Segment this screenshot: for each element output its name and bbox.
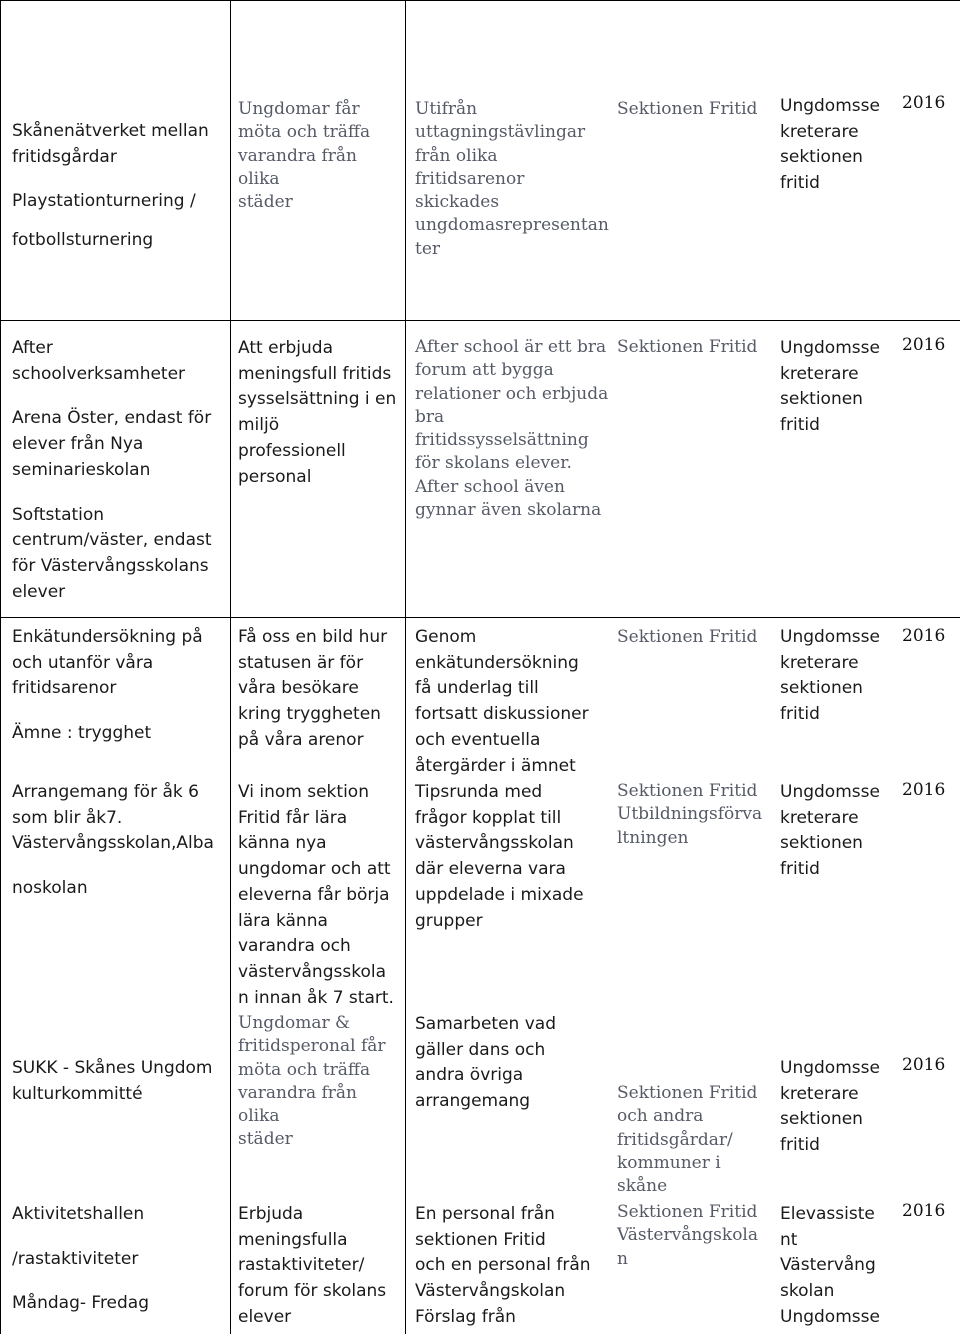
cell-text: Sektionen Fritid Utbildningsförva ltningen (617, 781, 763, 848)
table-cell-contact (780, 336, 885, 439)
table-cell-responsible (617, 336, 767, 359)
cell-text: 2016 (902, 1201, 946, 1221)
table-cell-purpose (238, 98, 403, 214)
table-cell-activity (12, 780, 227, 902)
cell-text: 2016 (902, 93, 946, 113)
cell-text: Ungdomsse kreterare sektionen fritid (780, 96, 880, 194)
cell-text: Vi inom sektion Fritid får lära känna nya ungdomar och att eleverna får börja lära känna varandra och västervångsskola n innan åk 7 start. (238, 782, 394, 1008)
table-cell-responsible (617, 1082, 767, 1198)
cell-text: Ämne : trygghet (12, 723, 152, 744)
cell-text: Sektionen Fritid och andra fritidsgårdar/ kommuner i skåne (617, 1083, 758, 1197)
table-cell-contact (780, 94, 885, 197)
table-border-left (0, 0, 1, 1334)
table-cell-activity (12, 625, 227, 747)
table-cell-year (902, 1054, 957, 1077)
cell-text: Utifrån uttagningstävlingar från olika fritidsarenor skickades ungdomasrepresentan ter (415, 99, 609, 259)
cell-text: Sektionen Fritid (617, 99, 758, 119)
table-cell-purpose (238, 336, 403, 490)
table-cell-year (902, 625, 957, 648)
table-cell-contact (780, 1056, 885, 1159)
cell-text: Elevassiste nt Västervång skolan Ungdomsse (780, 1204, 880, 1327)
table-cell-activity (12, 1202, 227, 1317)
cell-text: Arena Öster, endast för elever från Nya seminarieskolan (12, 408, 212, 480)
table-cell-contact (780, 780, 885, 883)
cell-text: Playstationturnering / (12, 191, 196, 212)
cell-text: Sektionen Fritid Västervångskola n (617, 1202, 758, 1269)
table-cell-description (415, 1012, 610, 1115)
table-cell-year (902, 779, 957, 802)
table-border-top (0, 0, 960, 1)
table-cell-description (415, 336, 610, 522)
table-cell-year (902, 1200, 957, 1223)
table-cell-responsible (617, 1201, 767, 1271)
cell-text: Att erbjuda meningsfull fritids sysselsättning i en miljö professionell personal (238, 338, 397, 487)
cell-text: /rastaktiviteter (12, 1248, 139, 1269)
table-cell-year (902, 334, 957, 357)
cell-text: Ungdomsse kreterare sektionen fritid (780, 338, 880, 436)
cell-text: Sektionen Fritid (617, 627, 758, 647)
cell-text: 2016 (902, 780, 946, 800)
cell-text: Ungdomsse kreterare sektionen fritid (780, 1058, 880, 1156)
cell-text: Ungdomar får möta och träffa varandra från olika städer (238, 99, 371, 213)
table-cell-purpose (238, 625, 403, 754)
table-cell-responsible (617, 98, 767, 121)
table-cell-purpose (238, 1202, 403, 1331)
table-cell-purpose (238, 1012, 403, 1152)
cell-text: 2016 (902, 1055, 946, 1075)
cell-text: noskolan (12, 878, 88, 899)
table-cell-responsible (617, 780, 767, 850)
cell-text: 2016 (902, 335, 946, 355)
cell-text: Tipsrunda med frågor kopplat till västervångsskolan där eleverna vara uppdelade i mixade grupper (415, 782, 584, 931)
cell-text: 2016 (902, 626, 946, 646)
cell-text: After school är ett bra forum att bygga relationer och erbjuda bra fritidssysselsättning för skolans elever. After school även gynnar även skolarna (415, 337, 609, 521)
table-cell-description (415, 1202, 610, 1331)
table-cell-purpose (238, 780, 403, 1011)
cell-text: Arrangemang för åk 6 som blir åk7. Västervångsskolan,Alba (12, 782, 214, 854)
table-cell-year (902, 92, 957, 115)
row-divider (0, 617, 960, 618)
cell-text: Skånenätverket mellan fritidsgårdar (12, 121, 209, 167)
cell-text: fotbollsturnering (12, 230, 154, 251)
cell-text: Ungdomsse kreterare sektionen fritid (780, 782, 880, 880)
table-cell-description (415, 625, 610, 779)
cell-text: Ungdomar & fritidsperonal får möta och träffa varandra från olika städer (238, 1013, 386, 1150)
table-cell-description (415, 98, 609, 261)
cell-text: Aktivitetshallen (12, 1204, 145, 1224)
row-divider (0, 320, 960, 321)
cell-text: Ungdomsse kreterare sektionen fritid (780, 627, 880, 725)
cell-text: Måndag- Fredag (12, 1293, 150, 1314)
cell-text: En personal från sektionen Fritid och en personal från Västervångskolan Förslag från (415, 1204, 591, 1327)
column-divider (230, 0, 231, 1334)
cell-text: After schoolverksamheter (12, 338, 186, 384)
table-cell-description (415, 780, 610, 934)
cell-text: Samarbeten vad gäller dans och andra övriga arrangemang (415, 1014, 556, 1112)
cell-text: Erbjuda meningsfulla rastaktiviteter/ forum för skolans elever (238, 1204, 387, 1327)
table-cell-activity (12, 119, 227, 254)
table-cell-responsible (617, 626, 767, 649)
cell-text: Enkätundersökning på och utanför våra fritidsarenor (12, 627, 203, 699)
table-cell-contact (780, 625, 885, 728)
cell-text: Softstation centrum/väster, endast för Västervångsskolans elever (12, 504, 212, 602)
table-cell-activity (12, 1056, 227, 1107)
table-cell-activity (12, 336, 227, 605)
cell-text: Få oss en bild hur statusen är för våra besökare kring tryggheten på våra arenor (238, 627, 388, 750)
table-cell-contact (780, 1202, 885, 1331)
cell-text: SUKK - Skånes Ungdom kulturkommitté (12, 1058, 213, 1104)
cell-text: Sektionen Fritid (617, 337, 758, 357)
column-divider (405, 0, 406, 1334)
cell-text: Genom enkätundersökning få underlag till fortsatt diskussioner och eventuella återgärder i ämnet (415, 627, 589, 776)
